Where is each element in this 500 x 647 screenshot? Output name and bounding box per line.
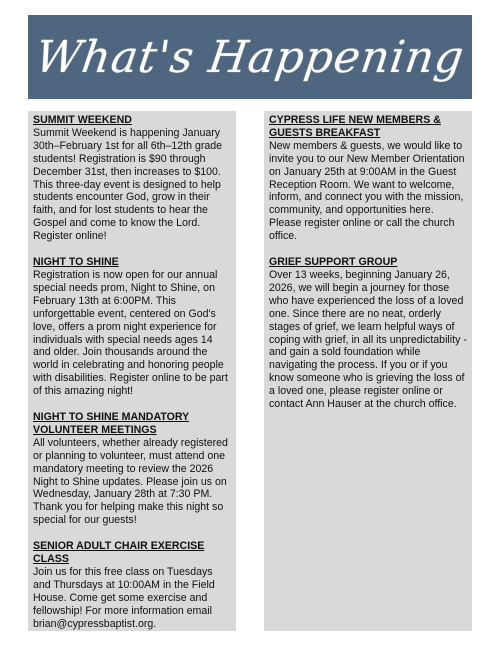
section-heading: CYPRESS LIFE NEW MEMBERS & GUESTS BREAKFAST <box>269 114 441 139</box>
section-body: Registration is now open for our annual special needs prom, Night to Shine, on February 13th at 6:00PM. This unforgettable event, centered on God's love, offers a prom night experience for individuals with special needs ages 14 and older. Join thousands around the world in celebrating and honoring people with disabilities. Register online to be part of this amazing night! <box>33 268 228 398</box>
right-column <box>264 111 472 631</box>
banner-title: What's Happening <box>32 31 468 83</box>
section-night-to-shine <box>33 256 231 398</box>
section-body: Over 13 weeks, beginning January 26, 2026, we will begin a journey for those who have experienced the loss of a loved one. Since there are no neat, orderly stages of grief, we learn helpful ways of coping with grief, in all its unpredictability - and gain a sold foundation while navigating the process. If you or if you know someone who is grieving the loss of a loved one, please register online or contact Ann Hauser at the church office. <box>269 268 467 411</box>
section-body: New members & guests, we would like to invite you to our New Member Orientation on January 25th at 9:00AM in the Guest Reception Room. We want to welcome, inform, and connect you with the mission, community, and opportunities here. Please register online or call the church office. <box>269 139 465 243</box>
section-heading: NIGHT TO SHINE <box>33 256 119 269</box>
left-column <box>28 111 236 631</box>
section-body: All volunteers, whether already registered or planning to volunteer, must attend one mandatory meeting to review the 2026 Night to Shine updates. Please join us on Wednesday, January 28th at 7:30 PM. Thank you for helping make this night so special for our guests! <box>33 436 228 527</box>
section-new-members-breakfast <box>269 114 467 243</box>
section-heading: GRIEF SUPPORT GROUP <box>269 256 398 269</box>
section-heading: NIGHT TO SHINE MANDATORY VOLUNTEER MEETINGS <box>33 411 190 436</box>
section-grief-support <box>269 256 467 411</box>
section-volunteer-meetings <box>33 411 231 527</box>
section-heading: SENIOR ADULT CHAIR EXERCISE CLASS <box>33 540 205 566</box>
section-summit-weekend <box>33 114 231 243</box>
section-body: Join us for this free class on Tuesdays and Thursdays at 10:00AM in the Field House. Come get some exercise and fellowship! For more information email brian@cypressbaptist.org. <box>33 566 215 630</box>
section-body: Summit Weekend is happening January 30th–February 1st for all 6th–12th grade students! Registration is $90 through December 31st, then increases to $100. This three-day event is designed to help students encounter God, grow in their faith, and for lost students to hear the Gospel and come to know the Lord. Register online! <box>33 126 223 243</box>
section-chair-exercise <box>33 540 231 630</box>
header-banner <box>28 15 472 99</box>
section-heading: SUMMIT WEEKEND <box>33 114 132 126</box>
